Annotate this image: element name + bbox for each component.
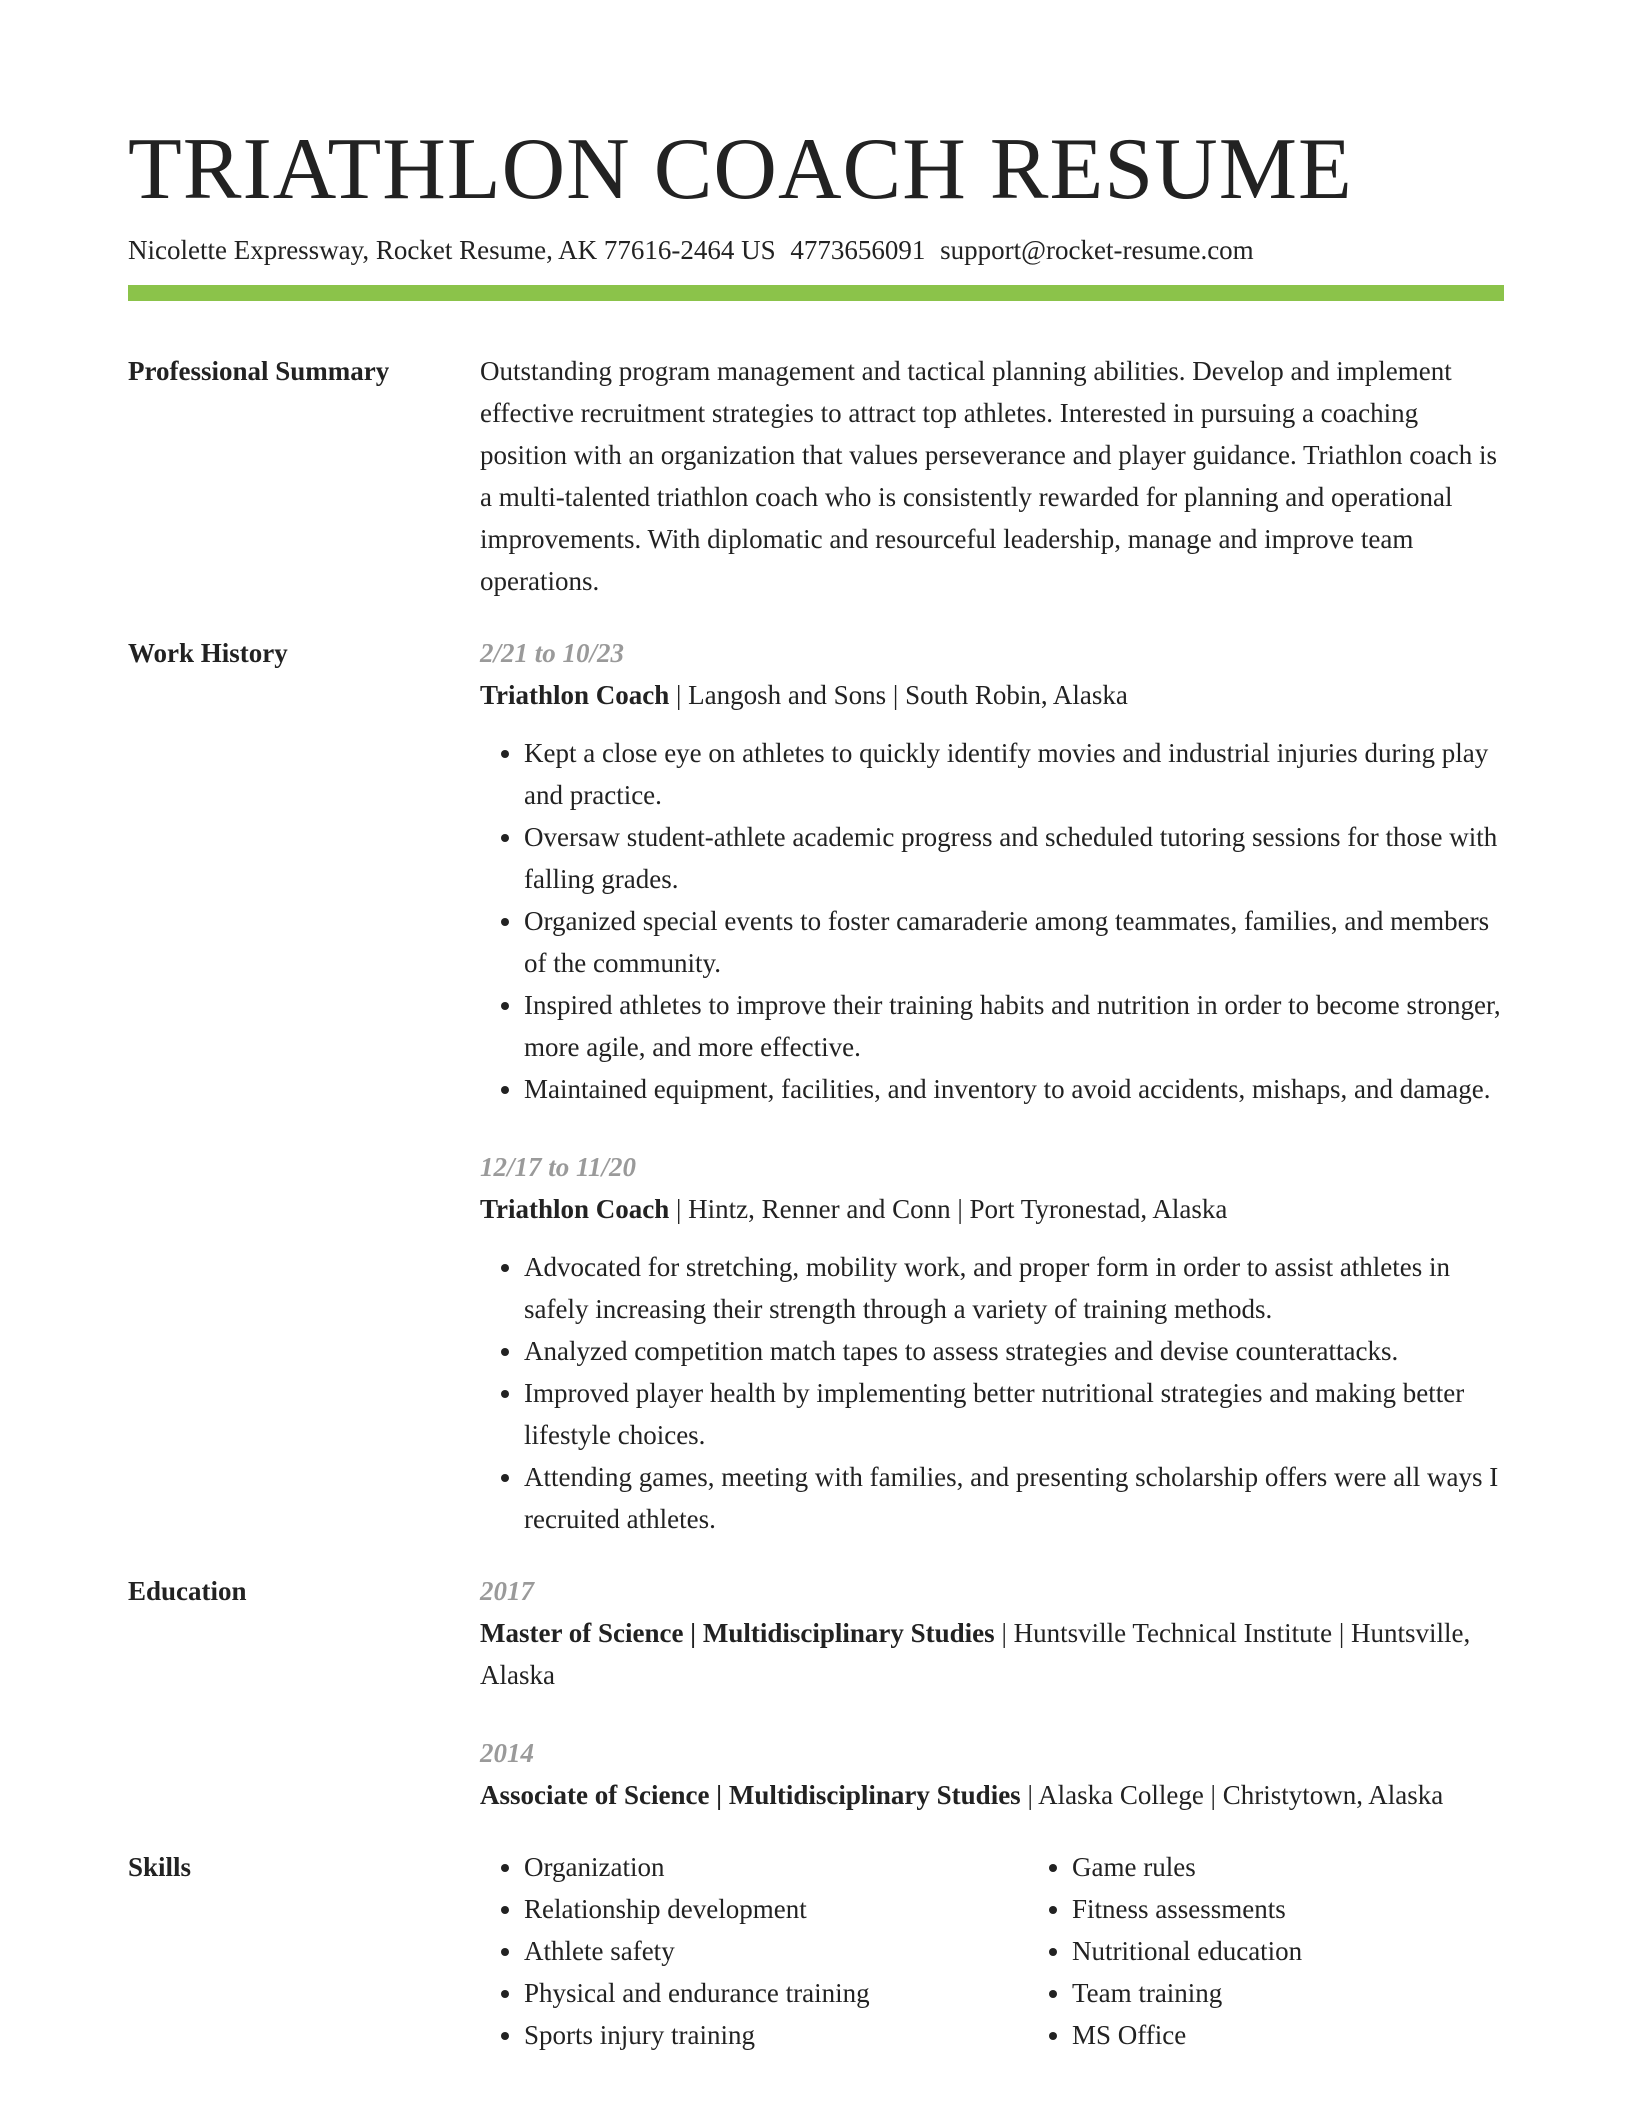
- skill-item: • Sports injury training: [524, 2014, 1028, 2056]
- skill-item: • Game rules: [1072, 1846, 1576, 1888]
- education-entry: [480, 1732, 1504, 1816]
- resume-content: [128, 350, 1504, 2086]
- job-bullet: • Advocated for stretching, mobility work, and proper form in order to assist athletes in safely increasing their strength through a variety of training methods.: [524, 1246, 1504, 1330]
- summary-text: Outstanding program management and tactical planning abilities. Develop and implement effective recruitment strategies to attract top athletes. Interested in pursuing a coaching position with an organization that values perseverance and player guidance. Triathlon coach is a multi-talented triathlon coach who is consistently rewarded for planning and operational improvements. With diplomatic and resourceful leadership, manage and improve team operations.: [480, 356, 1497, 596]
- job-bullet: • Maintained equipment, facilities, and inventory to avoid accidents, mishaps, and damage.: [524, 1068, 1504, 1110]
- job-bullet: • Kept a close eye on athletes to quickly identify movies and industrial injuries during play and practice.: [524, 732, 1504, 816]
- job-entry: [480, 1146, 1504, 1540]
- skills-body: [480, 1846, 1576, 2056]
- job-bullet: • Inspired athletes to improve their training habits and nutrition in order to become stronger, more agile, and more effective.: [524, 984, 1504, 1068]
- education-body: [480, 1570, 1504, 1816]
- job-details: | Hintz, Renner and Conn | Port Tyronestad, Alaska: [669, 1194, 1228, 1224]
- education-year: 2017: [480, 1576, 534, 1606]
- job-bullet: • Analyzed competition match tapes to assess strategies and devise counterattacks.: [524, 1330, 1504, 1372]
- skills-column-right: [1028, 1846, 1576, 2056]
- skills-section: [128, 1846, 1504, 2056]
- job-dates: 12/17 to 11/20: [480, 1152, 637, 1182]
- skill-item: • Athlete safety: [524, 1930, 1028, 1972]
- work-body: [480, 632, 1504, 1540]
- section-label-skills: Skills: [128, 1852, 192, 1882]
- job-title: Triathlon Coach: [480, 680, 670, 710]
- education-degree-line: [480, 1774, 1504, 1816]
- education-year: 2014: [480, 1738, 534, 1768]
- skill-item: • Nutritional education: [1072, 1930, 1576, 1972]
- contact-address: Nicolette Expressway, Rocket Resume, AK 77616-2464 US: [128, 235, 776, 265]
- contact-phone: 4773656091: [790, 235, 926, 265]
- skill-item: • Organization: [524, 1846, 1028, 1888]
- section-label-education: Education: [128, 1576, 247, 1606]
- skill-item: • Fitness assessments: [1072, 1888, 1576, 1930]
- contact-email[interactable]: support@rocket-resume.com: [940, 235, 1254, 265]
- job-bullet: • Attending games, meeting with families, and presenting scholarship offers were all ways I recruited athletes.: [524, 1456, 1504, 1540]
- education-section: [128, 1570, 1504, 1816]
- job-entry: [480, 632, 1504, 1110]
- skill-item: • Relationship development: [524, 1888, 1028, 1930]
- work-history-section: [128, 632, 1504, 1540]
- job-role: [480, 674, 1504, 716]
- education-degree: Associate of Science | Multidisciplinary Studies: [480, 1780, 1021, 1810]
- skill-item: • Physical and endurance training: [524, 1972, 1028, 2014]
- job-role: [480, 1188, 1504, 1230]
- job-dates: 2/21 to 10/23: [480, 638, 625, 668]
- summary-body: [480, 350, 1504, 602]
- job-bullets: [480, 732, 1504, 1110]
- education-degree: Master of Science | Multidisciplinary Studies: [480, 1618, 995, 1648]
- education-details: | Huntsville Technical Institute | Huntsville, Alaska: [480, 1618, 1471, 1690]
- education-degree-line: [480, 1612, 1504, 1696]
- job-bullet: • Oversaw student-athlete academic progress and scheduled tutoring sessions for those with falling grades.: [524, 816, 1504, 900]
- skill-item: • MS Office: [1072, 2014, 1576, 2056]
- section-label-summary: Professional Summary: [128, 356, 390, 386]
- contact-line: [128, 232, 1504, 268]
- job-title: Triathlon Coach: [480, 1194, 670, 1224]
- summary-section: [128, 350, 1504, 602]
- skill-item: • Team training: [1072, 1972, 1576, 2014]
- education-details: | Alaska College | Christytown, Alaska: [1020, 1780, 1444, 1810]
- accent-divider: [128, 285, 1504, 301]
- job-bullet: • Improved player health by implementing better nutritional strategies and making better lifestyle choices.: [524, 1372, 1504, 1456]
- job-details: | Langosh and Sons | South Robin, Alaska: [669, 680, 1128, 710]
- skills-column-left: [480, 1846, 1028, 2056]
- job-bullet: • Organized special events to foster camaraderie among teammates, families, and members of the community.: [524, 900, 1504, 984]
- education-entry: [480, 1570, 1504, 1696]
- job-bullets: [480, 1246, 1504, 1540]
- section-label-work: Work History: [128, 638, 288, 668]
- resume-title: TRIATHLON COACH RESUME: [128, 121, 1353, 218]
- resume-header: [128, 118, 1504, 268]
